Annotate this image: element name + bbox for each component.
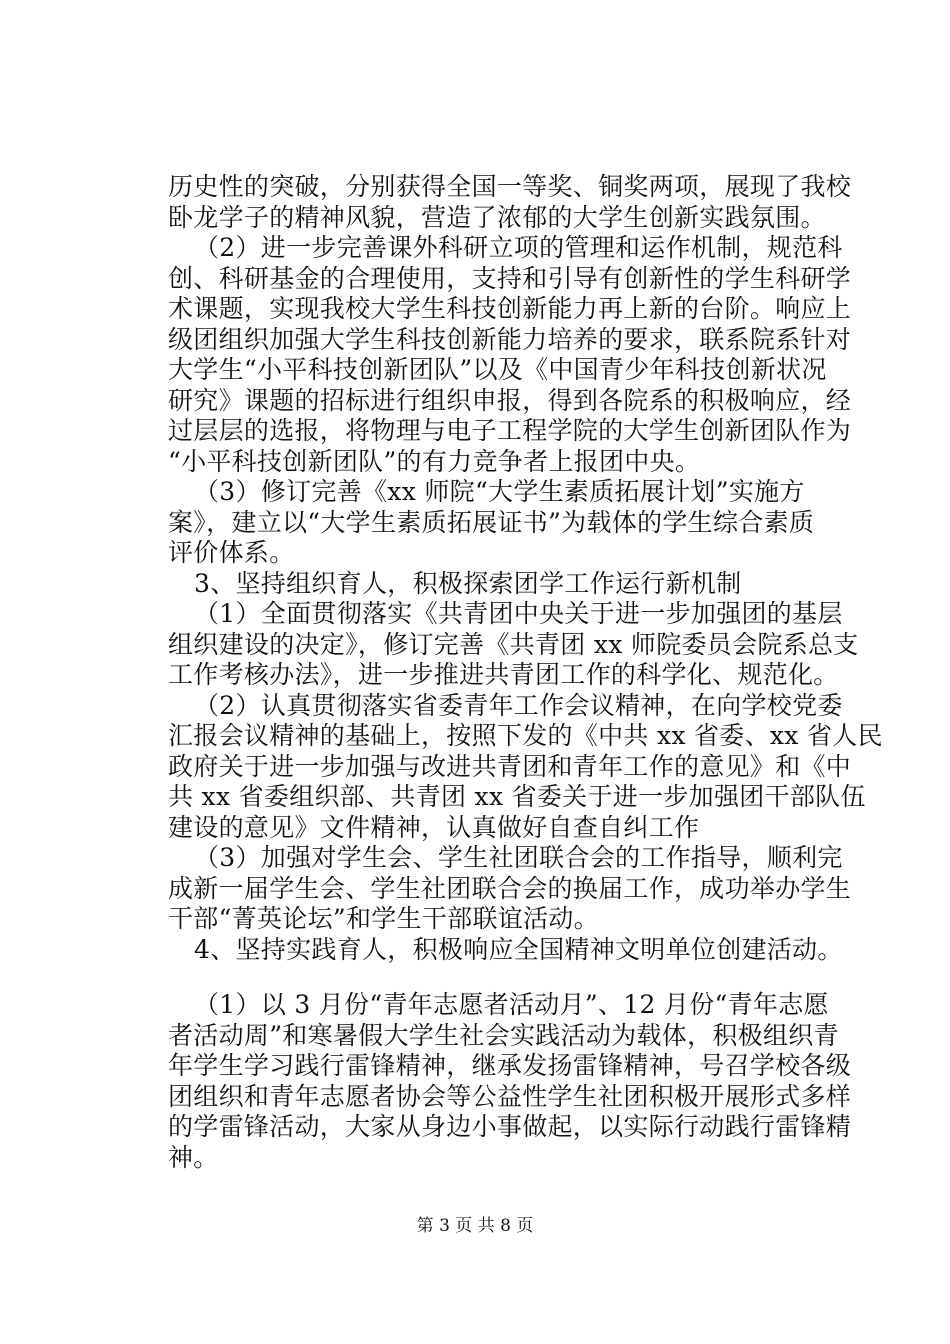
text-line: 历史性的突破，分别获得全国一等奖、铜奖两项，展现了我校 [168,172,852,201]
text-line: 的学雷锋活动，大家从身边小事做起，以实际行动践行雷锋精 [168,1112,852,1141]
section-heading: 4、坚持实践育人，积极响应全国精神文明单位创建活动。 [194,935,843,964]
text-line: “小平科技创新团队”的有力竞争者上报团中央。 [168,447,701,476]
text-line: 评价体系。 [168,538,295,567]
text-line: 组织建设的决定》，修订完善《共青团 xx 师院委员会院系总支 [168,630,859,659]
text-line: （3）加强对学生会、学生社团联合会的工作指导，顺利完 [194,843,843,872]
page-footer [0,1215,950,1237]
text-line: （2）进一步完善课外科研立项的管理和运作机制，规范科 [194,233,843,262]
text-line: 干部“菁英论坛”和学生干部联谊活动。 [168,904,599,933]
text-line: 年学生学习践行雷锋精神，继承发扬雷锋精神，号召学校各级 [168,1051,852,1080]
text-line: 团组织和青年志愿者协会等公益性学生社团积极开展形式多样 [168,1082,852,1111]
text-line: 者活动周”和寒暑假大学生社会实践活动为载体，积极组织青 [168,1021,839,1050]
text-line: 卧龙学子的精神风貌，营造了浓郁的大学生创新实践氛围。 [168,203,826,232]
section-heading: 3、坚持组织育人，积极探索团学工作运行新机制 [194,569,742,598]
text-line: 案》，建立以“大学生素质拓展证书”为载体的学生综合素质 [168,508,815,537]
text-line: （2）认真贯彻落实省委青年工作会议精神，在向学校党委 [194,691,843,720]
text-line: 术课题，实现我校大学生科技创新能力再上新的台阶。响应上 [168,294,852,323]
text-line: 大学生“小平科技创新团队”以及《中国青少年科技创新状况 [168,355,827,384]
text-line: 过层层的选报，将物理与电子工程学院的大学生创新团队作为 [168,416,852,445]
text-line: 神。 [168,1143,219,1172]
text-line: 级团组织加强大学生科技创新能力培养的要求，联系院系针对 [168,325,852,354]
text-line: 成新一届学生会、学生社团联合会的换届工作，成功举办学生 [168,874,852,903]
page-number-label: 第 3 页 共 8 页 [416,1216,534,1236]
text-line: 政府关于进一步加强与改进共青团和青年工作的意见》和《中 [168,752,852,781]
text-line: （1）全面贯彻落实《共青团中央关于进一步加强团的基层 [194,599,843,628]
text-line: 工作考核办法》，进一步推进共青团工作的科学化、规范化。 [168,660,839,689]
text-line: （1）以 3 月份“青年志愿者活动月”、12 月份“青年志愿 [194,990,829,1019]
text-line: 共 xx 省委组织部、共青团 xx 省委关于进一步加强团干部队伍 [168,782,866,811]
text-line: 研究》课题的招标进行组织申报，得到各院系的积极响应，经 [168,386,852,415]
text-line: 建设的意见》文件精神，认真做好自查自纠工作 [168,813,700,842]
text-line: 创、科研基金的合理使用，支持和引导有创新性的学生科研学 [168,264,852,293]
text-line: （3）修订完善《xx 师院“大学生素质拓展计划”实施方 [194,477,805,506]
text-line: 汇报会议精神的基础上，按照下发的《中共 xx 省委、xx 省人民 [168,721,883,750]
